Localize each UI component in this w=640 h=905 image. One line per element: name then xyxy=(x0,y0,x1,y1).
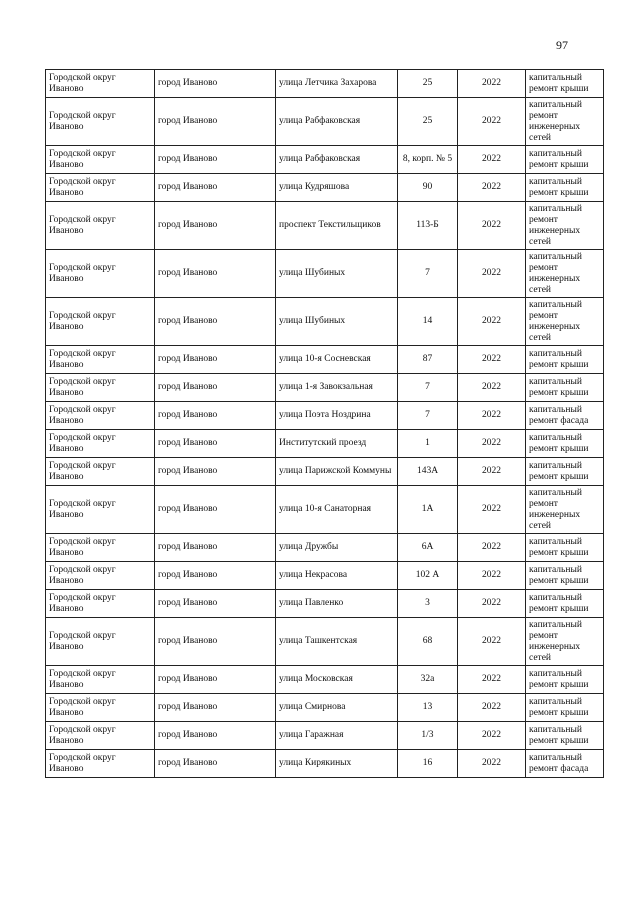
street-cell: улица Павленко xyxy=(276,590,398,618)
table-row xyxy=(46,174,604,202)
year-cell: 2022 xyxy=(458,374,526,402)
street-cell: улица Кудряшова xyxy=(276,174,398,202)
house-number-cell: 13 xyxy=(398,694,458,722)
table-row xyxy=(46,402,604,430)
street-cell: улица Поэта Ноздрина xyxy=(276,402,398,430)
house-number-cell: 14 xyxy=(398,298,458,346)
district-cell: Городской округ Иваново xyxy=(46,534,155,562)
table-row xyxy=(46,722,604,750)
work-type-cell: капитальный ремонт инженерных сетей xyxy=(526,486,604,534)
district-cell: Городской округ Иваново xyxy=(46,694,155,722)
work-type-cell: капитальный ремонт фасада xyxy=(526,402,604,430)
district-cell: Городской округ Иваново xyxy=(46,750,155,778)
house-number-cell: 3 xyxy=(398,590,458,618)
district-cell: Городской округ Иваново xyxy=(46,146,155,174)
district-cell: Городской округ Иваново xyxy=(46,202,155,250)
work-type-cell: капитальный ремонт крыши xyxy=(526,562,604,590)
city-cell: город Иваново xyxy=(155,146,276,174)
table-row xyxy=(46,430,604,458)
street-cell: улица 10-я Сосневская xyxy=(276,346,398,374)
year-cell: 2022 xyxy=(458,250,526,298)
street-cell: улица Кирякиных xyxy=(276,750,398,778)
house-number-cell: 90 xyxy=(398,174,458,202)
year-cell: 2022 xyxy=(458,430,526,458)
city-cell: город Иваново xyxy=(155,98,276,146)
house-number-cell: 113-Б xyxy=(398,202,458,250)
table-row xyxy=(46,534,604,562)
city-cell: город Иваново xyxy=(155,250,276,298)
district-cell: Городской округ Иваново xyxy=(46,430,155,458)
street-cell: улица Рабфаковская xyxy=(276,146,398,174)
street-cell: улица Парижской Коммуны xyxy=(276,458,398,486)
city-cell: город Иваново xyxy=(155,590,276,618)
repair-registry-table xyxy=(45,69,604,778)
house-number-cell: 7 xyxy=(398,250,458,298)
house-number-cell: 102 А xyxy=(398,562,458,590)
work-type-cell: капитальный ремонт крыши xyxy=(526,70,604,98)
street-cell: улица 10-я Санаторная xyxy=(276,486,398,534)
work-type-cell: капитальный ремонт инженерных сетей xyxy=(526,202,604,250)
year-cell: 2022 xyxy=(458,666,526,694)
city-cell: город Иваново xyxy=(155,486,276,534)
house-number-cell: 1 xyxy=(398,430,458,458)
house-number-cell: 1А xyxy=(398,486,458,534)
table-row xyxy=(46,562,604,590)
table-row xyxy=(46,202,604,250)
work-type-cell: капитальный ремонт крыши xyxy=(526,534,604,562)
street-cell: улица Московская xyxy=(276,666,398,694)
house-number-cell: 7 xyxy=(398,374,458,402)
work-type-cell: капитальный ремонт крыши xyxy=(526,430,604,458)
district-cell: Городской округ Иваново xyxy=(46,374,155,402)
year-cell: 2022 xyxy=(458,486,526,534)
work-type-cell: капитальный ремонт инженерных сетей xyxy=(526,250,604,298)
city-cell: город Иваново xyxy=(155,298,276,346)
work-type-cell: капитальный ремонт инженерных сетей xyxy=(526,618,604,666)
table-row xyxy=(46,298,604,346)
table-row xyxy=(46,694,604,722)
street-cell: улица Смирнова xyxy=(276,694,398,722)
district-cell: Городской округ Иваново xyxy=(46,250,155,298)
table-row xyxy=(46,750,604,778)
year-cell: 2022 xyxy=(458,618,526,666)
work-type-cell: капитальный ремонт крыши xyxy=(526,722,604,750)
work-type-cell: капитальный ремонт крыши xyxy=(526,174,604,202)
work-type-cell: капитальный ремонт крыши xyxy=(526,590,604,618)
page-number: 97 xyxy=(556,38,568,52)
street-cell: улица Шубиных xyxy=(276,298,398,346)
house-number-cell: 25 xyxy=(398,70,458,98)
city-cell: город Иваново xyxy=(155,618,276,666)
district-cell: Городской округ Иваново xyxy=(46,722,155,750)
work-type-cell: капитальный ремонт крыши xyxy=(526,374,604,402)
year-cell: 2022 xyxy=(458,590,526,618)
district-cell: Городской округ Иваново xyxy=(46,402,155,430)
table-row xyxy=(46,458,604,486)
district-cell: Городской округ Иваново xyxy=(46,346,155,374)
street-cell: улица Дружбы xyxy=(276,534,398,562)
work-type-cell: капитальный ремонт крыши xyxy=(526,346,604,374)
table-row xyxy=(46,618,604,666)
city-cell: город Иваново xyxy=(155,722,276,750)
city-cell: город Иваново xyxy=(155,666,276,694)
house-number-cell: 8, корп. № 5 xyxy=(398,146,458,174)
house-number-cell: 87 xyxy=(398,346,458,374)
city-cell: город Иваново xyxy=(155,430,276,458)
year-cell: 2022 xyxy=(458,174,526,202)
street-cell: улица Рабфаковская xyxy=(276,98,398,146)
house-number-cell: 68 xyxy=(398,618,458,666)
registry-table-body xyxy=(46,70,604,778)
year-cell: 2022 xyxy=(458,562,526,590)
district-cell: Городской округ Иваново xyxy=(46,486,155,534)
street-cell: проспект Текстильщиков xyxy=(276,202,398,250)
table-row xyxy=(46,374,604,402)
table-row xyxy=(46,346,604,374)
table-row xyxy=(46,98,604,146)
year-cell: 2022 xyxy=(458,458,526,486)
district-cell: Городской округ Иваново xyxy=(46,562,155,590)
street-cell: улица Летчика Захарова xyxy=(276,70,398,98)
city-cell: город Иваново xyxy=(155,402,276,430)
year-cell: 2022 xyxy=(458,146,526,174)
district-cell: Городской округ Иваново xyxy=(46,666,155,694)
house-number-cell: 1/3 xyxy=(398,722,458,750)
district-cell: Городской округ Иваново xyxy=(46,618,155,666)
district-cell: Городской округ Иваново xyxy=(46,174,155,202)
city-cell: город Иваново xyxy=(155,750,276,778)
table-row xyxy=(46,250,604,298)
street-cell: улица Гаражная xyxy=(276,722,398,750)
year-cell: 2022 xyxy=(458,402,526,430)
street-cell: улица 1-я Завокзальная xyxy=(276,374,398,402)
work-type-cell: капитальный ремонт инженерных сетей xyxy=(526,298,604,346)
work-type-cell: капитальный ремонт инженерных сетей xyxy=(526,98,604,146)
work-type-cell: капитальный ремонт крыши xyxy=(526,666,604,694)
house-number-cell: 7 xyxy=(398,402,458,430)
table-row xyxy=(46,590,604,618)
work-type-cell: капитальный ремонт фасада xyxy=(526,750,604,778)
street-cell: улица Шубиных xyxy=(276,250,398,298)
city-cell: город Иваново xyxy=(155,374,276,402)
street-cell: улица Некрасова xyxy=(276,562,398,590)
city-cell: город Иваново xyxy=(155,174,276,202)
work-type-cell: капитальный ремонт крыши xyxy=(526,694,604,722)
table-row xyxy=(46,666,604,694)
city-cell: город Иваново xyxy=(155,70,276,98)
district-cell: Городской округ Иваново xyxy=(46,70,155,98)
district-cell: Городской округ Иваново xyxy=(46,298,155,346)
house-number-cell: 16 xyxy=(398,750,458,778)
year-cell: 2022 xyxy=(458,722,526,750)
year-cell: 2022 xyxy=(458,346,526,374)
table-row xyxy=(46,70,604,98)
work-type-cell: капитальный ремонт крыши xyxy=(526,146,604,174)
city-cell: город Иваново xyxy=(155,458,276,486)
house-number-cell: 32а xyxy=(398,666,458,694)
district-cell: Городской округ Иваново xyxy=(46,98,155,146)
table-row xyxy=(46,146,604,174)
year-cell: 2022 xyxy=(458,534,526,562)
city-cell: город Иваново xyxy=(155,202,276,250)
year-cell: 2022 xyxy=(458,202,526,250)
year-cell: 2022 xyxy=(458,694,526,722)
district-cell: Городской округ Иваново xyxy=(46,458,155,486)
city-cell: город Иваново xyxy=(155,562,276,590)
year-cell: 2022 xyxy=(458,298,526,346)
year-cell: 2022 xyxy=(458,70,526,98)
house-number-cell: 25 xyxy=(398,98,458,146)
year-cell: 2022 xyxy=(458,98,526,146)
city-cell: город Иваново xyxy=(155,534,276,562)
house-number-cell: 143А xyxy=(398,458,458,486)
work-type-cell: капитальный ремонт крыши xyxy=(526,458,604,486)
district-cell: Городской округ Иваново xyxy=(46,590,155,618)
year-cell: 2022 xyxy=(458,750,526,778)
street-cell: Институтский проезд xyxy=(276,430,398,458)
table-row xyxy=(46,486,604,534)
city-cell: город Иваново xyxy=(155,346,276,374)
street-cell: улица Ташкентская xyxy=(276,618,398,666)
city-cell: город Иваново xyxy=(155,694,276,722)
house-number-cell: 6А xyxy=(398,534,458,562)
